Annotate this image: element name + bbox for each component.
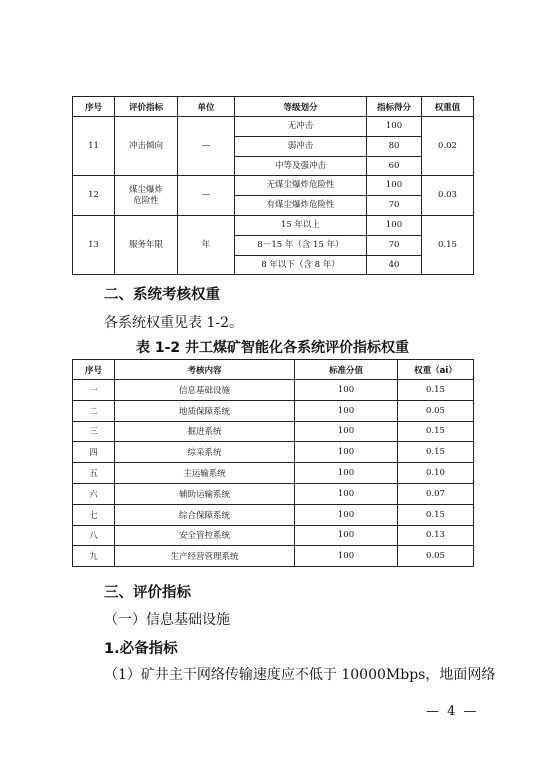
row-number: 七 — [73, 504, 115, 525]
section-heading-system-weights: 二、系统考核权重 — [104, 287, 220, 303]
table-row — [73, 176, 474, 196]
score: 40 — [367, 255, 422, 275]
score-cell: 100 — [295, 483, 398, 504]
level: 无煤尘爆炸危险性 — [235, 176, 367, 196]
unit: 年 — [178, 215, 235, 274]
score: 100 — [367, 117, 422, 137]
sub-heading-required-indicators: 1.必备指标 — [104, 641, 178, 657]
level: 8 年以下（含 8 年） — [235, 255, 367, 275]
table-row — [73, 463, 474, 484]
score: 100 — [367, 215, 422, 235]
header-cell: 标准分值 — [295, 360, 398, 380]
body-paragraph: （1）矿井主干网络传输速度应不低于 10000Mbps，地面网络 — [104, 667, 496, 683]
score: 100 — [367, 176, 422, 196]
table-row — [73, 400, 474, 421]
table-header-row — [73, 360, 474, 380]
row-number: 11 — [73, 117, 115, 176]
score-cell: 100 — [295, 546, 398, 567]
unit: — — [178, 176, 235, 216]
table-row — [73, 421, 474, 442]
header-cell: 单位 — [178, 97, 235, 117]
score-cell: 100 — [295, 463, 398, 484]
score-cell: 100 — [295, 421, 398, 442]
indicator-name: 服务年限 — [115, 215, 178, 274]
header-cell: 序号 — [73, 97, 115, 117]
weight-cell: 0.13 — [398, 525, 474, 546]
score-cell: 100 — [295, 380, 398, 401]
score: 70 — [367, 196, 422, 216]
level: 无冲击 — [235, 117, 367, 137]
table-row — [73, 117, 474, 137]
row-number: 一 — [73, 380, 115, 401]
row-number: 三 — [73, 421, 115, 442]
header-cell: 序号 — [73, 360, 115, 380]
table-row — [73, 442, 474, 463]
weight-cell: 0.05 — [398, 400, 474, 421]
score-cell: 100 — [295, 504, 398, 525]
table-row — [73, 525, 474, 546]
content-cell: 信息基础设施 — [115, 380, 295, 401]
indicator-name: 冲击倾向 — [115, 117, 178, 176]
content-cell: 综采系统 — [115, 442, 295, 463]
weight-cell: 0.10 — [398, 463, 474, 484]
weight-cell: 0.07 — [398, 483, 474, 504]
row-number: 八 — [73, 525, 115, 546]
weight-cell: 0.15 — [398, 421, 474, 442]
score: 70 — [367, 235, 422, 255]
score-cell: 100 — [295, 525, 398, 546]
weight: 0.02 — [422, 117, 474, 176]
table-row — [73, 215, 474, 235]
row-number: 六 — [73, 483, 115, 504]
level: 中等及强冲击 — [235, 156, 367, 176]
header-cell: 评价指标 — [115, 97, 178, 117]
score: 60 — [367, 156, 422, 176]
weight: 0.03 — [422, 176, 474, 216]
table-row — [73, 483, 474, 504]
content-cell: 安全管控系统 — [115, 525, 295, 546]
content-cell: 辅助运输系统 — [115, 483, 295, 504]
subsection-heading: （一）信息基础设施 — [104, 612, 230, 628]
row-number: 五 — [73, 463, 115, 484]
table-row — [73, 546, 474, 567]
score-cell: 100 — [295, 442, 398, 463]
level: 弱冲击 — [235, 136, 367, 156]
content-cell: 主运输系统 — [115, 463, 295, 484]
unit: — — [178, 117, 235, 176]
level: 8－15 年（含 15 年） — [235, 235, 367, 255]
header-cell: 权重值 — [422, 97, 474, 117]
page-number: — 4 — — [426, 704, 479, 719]
row-number: 九 — [73, 546, 115, 567]
table-row — [73, 504, 474, 525]
header-cell: 等级划分 — [235, 97, 367, 117]
indicator-name — [115, 176, 178, 216]
table-caption: 表 1-2 井工煤矿智能化各系统评价指标权重 — [136, 340, 410, 356]
header-cell: 考核内容 — [115, 360, 295, 380]
header-cell: 权重（ai） — [398, 360, 474, 380]
score-cell: 100 — [295, 400, 398, 421]
section-paragraph: 各系统权重见表 1-2。 — [104, 315, 243, 331]
row-number: 二 — [73, 400, 115, 421]
weight: 0.15 — [422, 215, 474, 274]
content-cell: 掘进系统 — [115, 421, 295, 442]
table-row — [73, 380, 474, 401]
weight-cell: 0.15 — [398, 442, 474, 463]
row-number: 13 — [73, 215, 115, 274]
system-weights-table — [72, 359, 474, 567]
section-heading-evaluation-indicators: 三、评价指标 — [104, 585, 191, 601]
score: 80 — [367, 136, 422, 156]
weight-cell: 0.15 — [398, 380, 474, 401]
table-header-row — [73, 97, 474, 117]
header-cell: 指标得分 — [367, 97, 422, 117]
weight-cell: 0.05 — [398, 546, 474, 567]
indicator-name-text: 煤尘爆炸危险性 — [128, 185, 163, 206]
weight-cell: 0.15 — [398, 504, 474, 525]
level: 15 年以上 — [235, 215, 367, 235]
content-cell: 地质保障系统 — [115, 400, 295, 421]
content-cell: 生产经营管理系统 — [115, 546, 295, 567]
row-number: 12 — [73, 176, 115, 216]
level: 有煤尘爆炸危险性 — [235, 196, 367, 216]
content-cell: 综合保障系统 — [115, 504, 295, 525]
indicator-table-continued — [72, 96, 474, 275]
row-number: 四 — [73, 442, 115, 463]
